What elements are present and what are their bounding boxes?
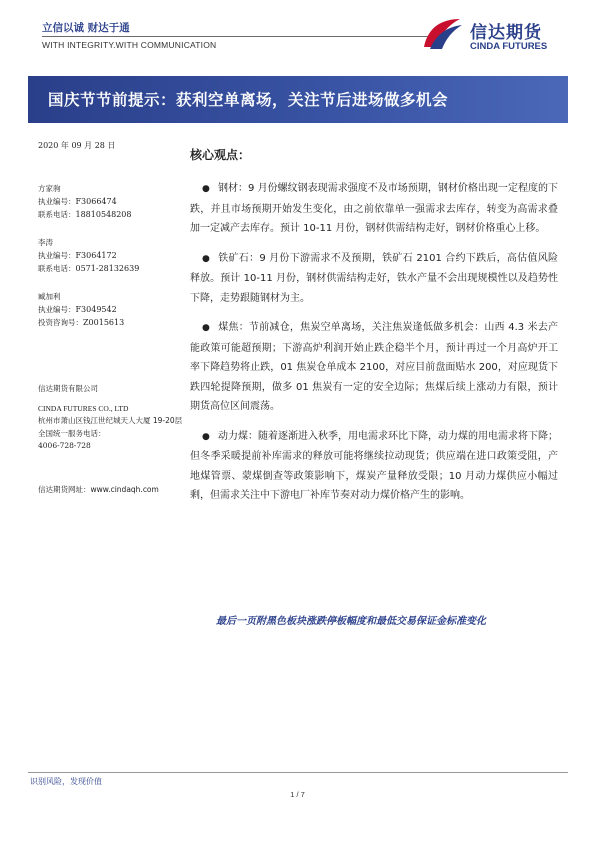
analyst-name: 李涛 [38,238,53,247]
viewpoint-paragraph [190,427,558,506]
analyst-name: 臧加利 [38,292,61,301]
main-content [190,146,558,516]
logo-mark-icon [420,13,464,53]
paragraph-text: 动力煤：随着逐渐进入秋季，用电需求环比下降，动力煤的用电需求将下降；但冬季采暖提前补库需求的释放可能将继续拉动现货；供应端在进口政策受阻，产地煤管票、蒙煤倒查等政策影响下，煤炭产量释放受限；10 月动力煤供应小幅过剩，但需求关注中下游电厂补库节奏对动力煤价格产生的影响。 [190,430,558,501]
logo-text-en: CINDA FUTURES [470,41,548,52]
report-date: 2020 年 09 月 28 日 [38,141,116,150]
license-label: 执业编号： [38,305,76,314]
analyst-sidebar [38,182,178,344]
company-logo [420,13,560,61]
bullet-icon: ● [202,323,210,333]
license-number: F3049542 [75,305,117,314]
bullet-icon: ● [202,431,210,442]
header-slogan: 立信以诚 财达于通 [42,22,130,34]
title-banner [28,76,568,123]
license-number: F3066474 [75,197,117,206]
company-info [38,383,188,453]
viewpoint-paragraph [190,249,558,309]
analyst-name: 方家驹 [38,184,61,193]
footer-divider [28,772,568,773]
appendix-note: 最后一页附黑色板块涨跌停板幅度和最低交易保证金标准变化 [216,616,486,627]
license-label: 执业编号： [38,197,76,206]
page-number: 1 / 7 [290,790,305,799]
license-label: 执业编号： [38,251,76,260]
company-website[interactable]: 信达期货网址：www.cindaqh.com [38,485,159,494]
viewpoint-paragraph [190,179,558,239]
core-viewpoint-heading: 核心观点： [190,148,251,162]
bullet-icon: ● [202,253,210,264]
paragraph-text: 煤焦：节前减仓，焦炭空单离场，关注焦炭逢低做多机会：山西 4.3 米去产能政策可能超预期；下游高炉利润开始止跌企稳半个月，预计再过一个月高炉开工率下降趋势将止跌，01 焦炭仓单成本 2100，对应目前盘面贴水 200，对应现货下跌四轮提降预期，做多 01 焦炭有一定的安全边际；焦煤后续上涨动力有限，预计期货高位区间震荡。 [190,322,558,412]
hotline-label: 全国统一服务电话： [38,428,106,438]
phone-number: 0571-28132639 [75,264,140,273]
advisory-number: Z0015613 [83,318,125,327]
paragraph-text: 钢材：9 月份螺纹钢表现需求强度不及市场预期，钢材价格出现一定程度的下跌，并且市场预期开始发生变化，由之前依靠单一强需求去库存，转变为高需求叠加一定减产去库存。预计 10-11 月份，钢材供需结构走好，钢材价格重心上移。 [190,183,558,234]
logo-text-cn: 信达期货 [470,23,542,43]
license-number: F3064172 [75,251,117,260]
footer-slogan: 识别风险，发现价值 [30,777,102,786]
company-name-cn: 信达期货有限公司 [38,384,98,393]
company-address: 杭州市萧山区钱江世纪城天人大厦 19-20层 [38,416,183,425]
header-divider [42,36,432,37]
analyst-card [38,290,178,329]
phone-number: 18810548208 [75,210,132,219]
viewpoint-paragraph [190,318,558,417]
analyst-card [38,236,178,275]
company-name-en: CINDA FUTURES CO., LTD [38,403,129,413]
phone-label: 联系电话： [38,264,76,273]
paragraph-text: 铁矿石：9 月份下游需求不及预期，铁矿石 2101 合约下跌后，高估值风险释放。预计 10-11 月份，钢材供需结构走好，铁水产量不会出现规模性以及趋势性下降，走势跟随钢材为主。 [190,252,558,304]
advisory-label: 投资咨询号： [38,318,83,327]
report-title: 国庆节节前提示：获利空单离场，关注节后进场做多机会 [48,91,449,109]
header-subtitle: WITH INTEGRITY.WITH COMMUNICATION [42,40,217,50]
analyst-card [38,182,178,221]
hotline-number: 4006-728-728 [38,441,91,450]
phone-label: 联系电话： [38,210,76,219]
bullet-icon: ● [202,184,210,194]
